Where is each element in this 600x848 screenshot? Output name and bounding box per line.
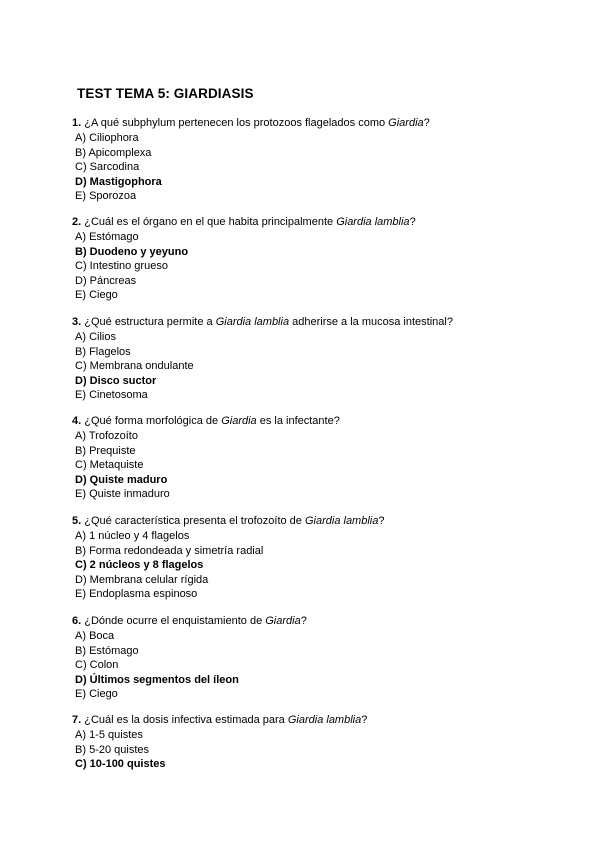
question-stem: ¿Qué característica presenta el trofozoíto de	[84, 515, 305, 527]
organism-name: Giardia	[265, 615, 301, 627]
document-title: TEST TEMA 5: GIARDIASIS	[77, 86, 254, 101]
option-b-correct: B) Duodeno y yeyuno	[75, 245, 189, 258]
option-a: A) Estómago	[75, 231, 139, 243]
option-c-correct: C) 2 núcleos y 8 flagelos	[75, 559, 204, 572]
question-number: 6.	[72, 615, 82, 627]
question-stem-end: ?	[300, 615, 307, 627]
question-text	[72, 215, 542, 230]
question-number: 5.	[72, 515, 82, 527]
question-text	[72, 614, 542, 629]
question-number: 4.	[72, 415, 82, 427]
question-number: 2.	[72, 216, 82, 228]
option-b: B) Estómago	[75, 644, 139, 657]
question-number: 3.	[72, 316, 82, 328]
option-c: C) Intestino grueso	[75, 260, 168, 273]
option-c: C) Membrana ondulante	[75, 360, 194, 373]
option-c: C) Metaquiste	[75, 459, 144, 472]
question-text	[72, 414, 542, 429]
organism-name: Giardia	[221, 415, 257, 427]
option-a: A) 1 núcleo y 4 flagelos	[75, 530, 190, 542]
option-a: A) Boca	[75, 630, 115, 642]
option-a: A) 1-5 quistes	[75, 729, 143, 741]
option-b: B) 5-20 quistes	[75, 743, 149, 756]
option-c: C) Sarcodina	[75, 161, 140, 174]
question-stem: ¿Cuál es la dosis infectiva estimada para	[84, 714, 288, 726]
organism-name: Giardia lamblia	[287, 714, 362, 726]
question-text	[72, 116, 542, 131]
option-d: D) Membrana celular rígida	[75, 573, 209, 586]
organism-name: Giardia	[388, 117, 424, 129]
option-a: A) Ciliophora	[75, 132, 139, 144]
question-text	[72, 315, 542, 330]
question-1	[72, 116, 542, 204]
option-c: C) Colon	[75, 659, 119, 672]
question-stem: ¿A qué subphylum pertenecen los protozoos flagelados como	[84, 117, 389, 129]
question-3	[72, 315, 542, 403]
option-c-correct: C) 10-100 quistes	[75, 758, 166, 771]
organism-name: Giardia lamblia	[304, 515, 379, 527]
question-stem-end: ?	[378, 515, 385, 527]
question-stem-end: ?	[423, 117, 430, 129]
option-b: B) Flagelos	[75, 345, 131, 358]
option-d-correct: D) Quiste maduro	[75, 473, 168, 486]
option-d: D) Páncreas	[75, 274, 137, 287]
question-stem-end: ?	[361, 714, 368, 726]
question-stem: ¿Qué forma morfológica de	[84, 415, 222, 427]
question-stem: ¿Qué estructura permite a	[84, 316, 216, 328]
option-b: B) Prequiste	[75, 444, 136, 457]
question-4	[72, 414, 542, 502]
question-stem-end: es la infectante?	[256, 415, 340, 427]
question-2	[72, 215, 542, 303]
question-5	[72, 514, 542, 602]
question-text	[72, 514, 542, 529]
option-d-correct: D) Disco suctor	[75, 374, 157, 387]
option-b: B) Forma redondeada y simetría radial	[75, 544, 264, 557]
option-e: E) Ciego	[75, 289, 118, 302]
option-e: E) Endoplasma espinoso	[75, 588, 198, 601]
organism-name: Giardia lamblia	[215, 316, 290, 328]
option-e: E) Sporozoa	[75, 190, 137, 203]
option-a: A) Trofozoíto	[75, 430, 138, 442]
option-e: E) Cinetosoma	[75, 389, 148, 402]
option-e: E) Ciego	[75, 688, 118, 701]
option-b: B) Apicomplexa	[75, 146, 152, 159]
option-a: A) Cilios	[75, 331, 116, 343]
question-stem: ¿Dónde ocurre el enquistamiento de	[84, 615, 266, 627]
question-stem-end: adherirse a la mucosa intestinal?	[289, 316, 453, 328]
option-d-correct: D) Últimos segmentos del íleon	[75, 673, 239, 686]
organism-name: Giardia lamblia	[336, 216, 410, 228]
question-stem-end: ?	[409, 216, 416, 228]
option-d-correct: D) Mastigophora	[75, 175, 162, 188]
question-text	[72, 713, 542, 728]
question-6	[72, 614, 542, 702]
question-stem: ¿Cuál es el órgano en el que habita principalmente	[84, 216, 337, 228]
question-number: 1.	[72, 117, 82, 129]
question-7	[72, 713, 542, 772]
option-e: E) Quiste inmaduro	[75, 488, 170, 501]
question-number: 7.	[72, 714, 82, 726]
